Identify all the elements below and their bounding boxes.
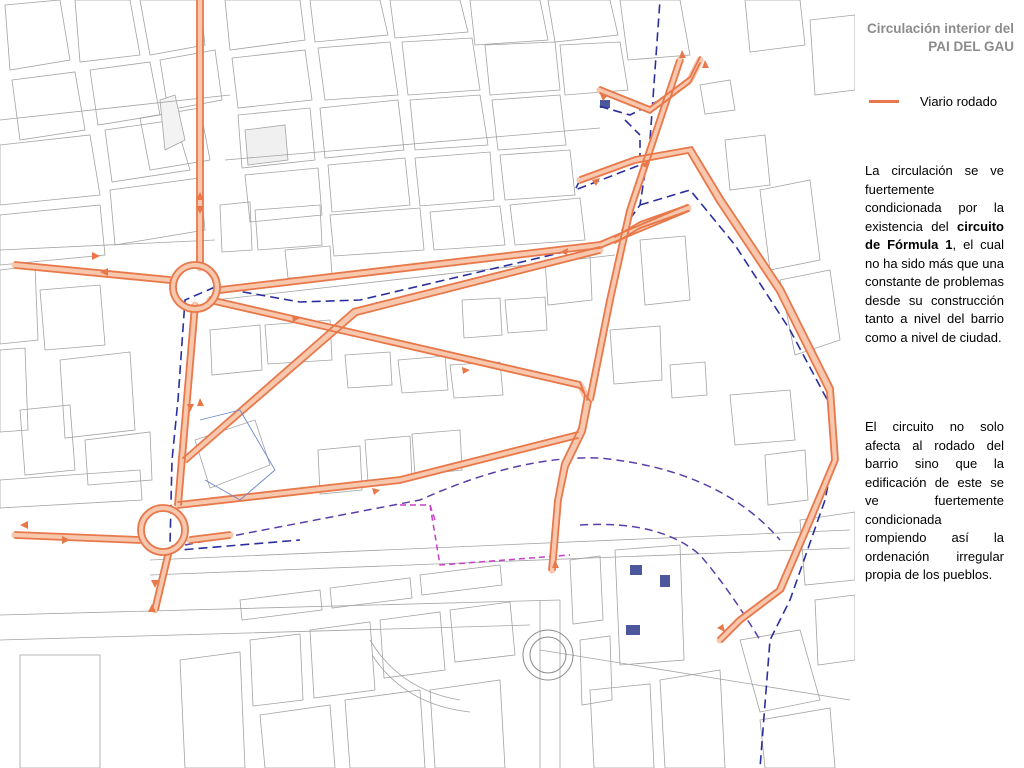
paragraph1-before: La circulación se ve fuertemente condicionada por la existencia del bbox=[865, 163, 1004, 234]
paragraph1-bold: circuito de Fórmula 1 bbox=[865, 218, 1004, 252]
paragraph1-after: , el cual no ha sido más que una constante de problemas desde su construcción tanto a nivel del barrio como a nivel de ciudad. bbox=[865, 237, 1004, 345]
paragraph2-text: El circuito no solo afecta al rodado del barrio sino que la edificación de este se ve fuertemente condicionada rompiendo así la ordenación irregular propia de los pueblos. bbox=[865, 419, 1004, 582]
slide-title-line2: PAI DEL GAU bbox=[928, 39, 1014, 54]
legend-swatch-roads bbox=[869, 100, 899, 103]
slide-title bbox=[854, 20, 1014, 56]
paragraph-buildings bbox=[865, 418, 1004, 585]
paragraph-circuit bbox=[865, 162, 1004, 347]
slide-title-line1: Circulación interior del bbox=[866, 21, 1014, 36]
legend-label: Viario rodado bbox=[920, 94, 998, 109]
text-panel bbox=[855, 0, 1024, 768]
legend bbox=[863, 93, 1021, 111]
